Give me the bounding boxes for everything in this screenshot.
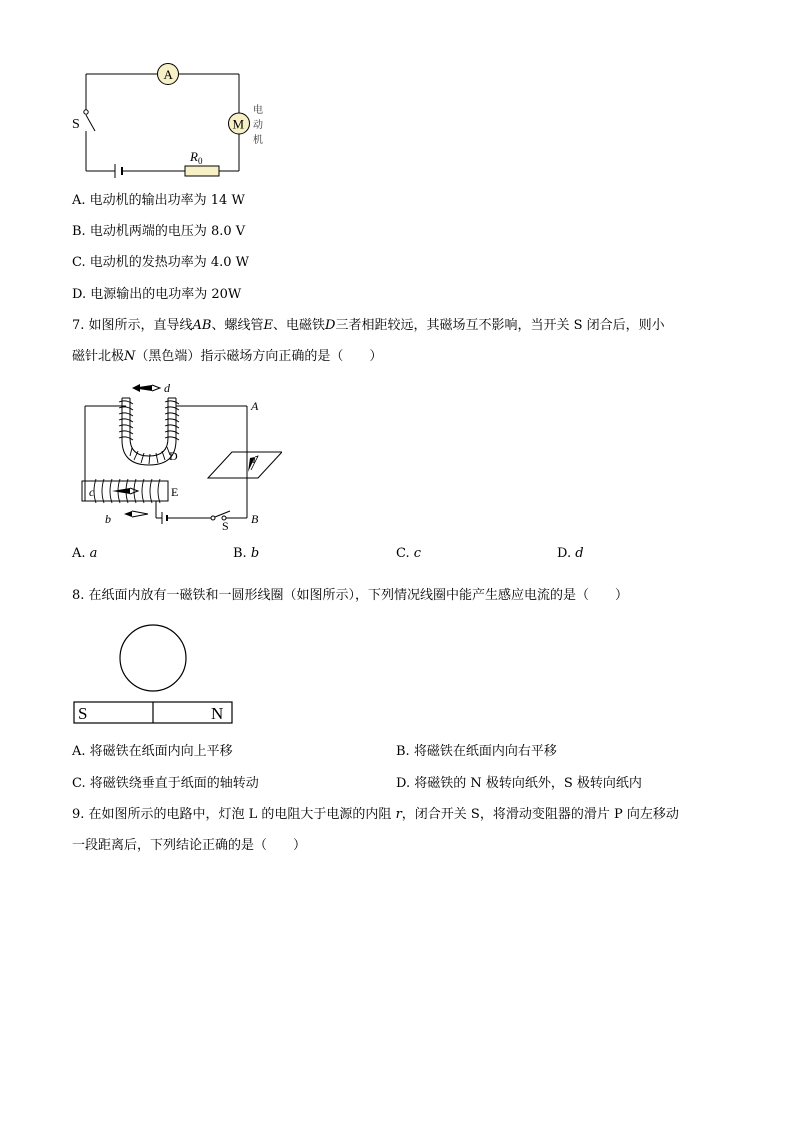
resistor-subscript: 0: [197, 156, 203, 166]
resistor-r0: [185, 166, 219, 176]
resistor-label: R: [190, 149, 198, 164]
magnet-s-pole: S: [78, 704, 88, 723]
q8-option-a: A. 将磁铁在纸面内向上平移: [72, 744, 233, 759]
q7-option-a: A. a: [72, 546, 98, 561]
q6-option-b: B. 电动机两端的电压为 8.0 V: [72, 224, 246, 239]
label-c: c: [89, 485, 95, 499]
ammeter-label: A: [163, 67, 173, 82]
q8-stem: 8. 在纸面内放有一磁铁和一圆形线圈（如图所示），下列情况线圈中能产生感应电流的是（ ）: [72, 588, 629, 603]
magnet-n-pole: N: [211, 704, 224, 723]
motor-caption-3: 机: [253, 135, 263, 146]
label-E: E: [171, 485, 179, 499]
q7-option-d: D. d: [557, 546, 584, 561]
label-D: D: [169, 449, 178, 463]
q8-option-b: B. 将磁铁在纸面内向右平移: [396, 744, 557, 759]
q9-stem-line1: 9. 在如图所示的电路中，灯泡 L 的电阻大于电源的内阻 r，闭合开关 S，将滑动变阻器的滑片 P 向左移动: [72, 807, 679, 822]
label-d: d: [164, 381, 170, 395]
circuit-figure-q6: [60, 58, 280, 183]
motor-label: M: [232, 116, 245, 132]
electromagnet-figure-q7: [72, 380, 282, 535]
q8-option-c: C. 将磁铁绕垂直于纸面的轴转动: [72, 776, 259, 791]
label-S: S: [222, 519, 229, 533]
label-A: A: [251, 399, 259, 413]
q7-stem-line1: 7. 如图所示，直导线AB、螺线管E、电磁铁D三者相距较远，其磁场互不影响，当开关 S 闭合后，则小: [72, 318, 665, 333]
q6-option-d: D. 电源输出的电功率为 20W: [72, 287, 242, 302]
circular-coil: [120, 625, 186, 691]
q7-option-c: C. c: [396, 546, 422, 561]
q7-option-b: B. b: [233, 546, 260, 561]
q6-option-c: C. 电动机的发热功率为 4.0 W: [72, 255, 250, 270]
q9-stem-line2: 一段距离后，下列结论正确的是（ ）: [72, 838, 307, 853]
q6-option-a: A. 电动机的输出功率为 14 W: [72, 193, 245, 208]
q8-option-d: D. 将磁铁的 N 极转向纸外，S 极转向纸内: [396, 776, 642, 791]
svg-text:R0: [189, 149, 203, 166]
motor-caption-1: 电: [253, 105, 263, 116]
motor-caption-2: 动: [253, 120, 263, 131]
q7-stem-line2: 磁针北极N（黑色端）指示磁场方向正确的是（ ）: [72, 349, 383, 364]
switch-label: S: [72, 117, 80, 132]
label-B: B: [251, 512, 259, 526]
label-b: b: [105, 512, 111, 526]
magnet-coil-figure-q8: [70, 618, 240, 728]
label-a: a: [250, 454, 256, 466]
